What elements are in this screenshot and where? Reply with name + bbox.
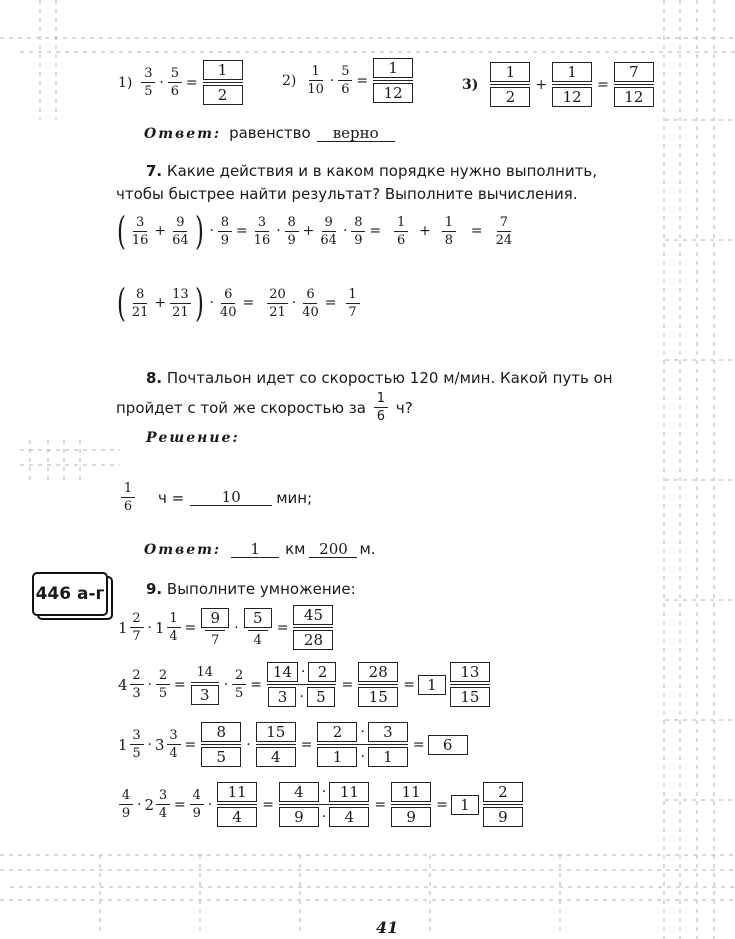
answer-label: Ответ: xyxy=(144,126,222,142)
task-7-text: 7. Какие действия и в каком порядке нужно выполнить, xyxy=(146,162,598,180)
task-8-text: 8. Почтальон идет со скоростью 120 м/мин. Какой путь он xyxy=(146,369,613,387)
task-9-row-4: 4 9 · 2 3 4 = $\frac{4}{9}$ · $\frac{11}{4}$ = 4 · 11 9 · 4 = $\frac{11}{9}$ = 1 2 9 xyxy=(118,782,525,827)
answer-box: 2 xyxy=(203,85,243,105)
answer-value: 200 xyxy=(309,541,357,558)
task-7-text-2: чтобы быстрее найти результат? Выполните вычисления. xyxy=(116,185,578,203)
exercise-label: 3) xyxy=(462,76,479,93)
task-9-row-3: 1 3 5 · 3 3 4 = $\frac{8}{5}$ · $\frac{15}{4}$ = 2 · 3 1 · 1 = 6 xyxy=(118,722,468,767)
answer-box: 7 xyxy=(614,62,654,82)
answer-value: 1 xyxy=(231,541,279,558)
exercise-label: 2) xyxy=(282,72,297,89)
answer-box: 12 xyxy=(373,83,413,103)
answer-box: 12 xyxy=(552,87,592,107)
answer-label: Ответ: xyxy=(144,542,222,558)
answer-value: 10 xyxy=(190,489,272,506)
task-9-row-1: 1 2 7 · 1 1 4 = $\frac{9}{7}$ · $\frac{5}{4}$ = $\frac{45}{28}$ xyxy=(118,605,335,650)
answer-text: равенство xyxy=(229,124,311,142)
exercise-3: 3) 1 2 + $\frac{1}{12}$ = $\frac{7}{12}$ xyxy=(462,62,656,107)
exercise-label: 1) xyxy=(118,74,133,91)
exercise-1: 1) 3 5 · $\frac{5}{6}$ = $\frac{1}{2}$ xyxy=(118,60,245,105)
answer-box: 1 xyxy=(552,62,592,82)
answer-value: верно xyxy=(317,125,395,142)
page-number: 41 xyxy=(376,918,399,937)
answer-equality xyxy=(144,122,395,144)
answer-box: 1 xyxy=(373,58,413,78)
answer-box: 12 xyxy=(614,87,654,107)
task-7-equation-1: ( 3 16 + $\frac{9}{64}$ ) · $\frac{8}{9}$ = $\frac{3}{16}$ · 8 9 + $\frac{9}{64}$ · $\frac{8}{9}$ = $\frac{1}{6}$ + $\frac{1}{8}$ = $\frac{7}{24}$ xyxy=(116,209,513,253)
task-8-calculation: 1 6 ч = 10 мин; xyxy=(120,482,312,513)
exercise-2: 2) 1 10 · $\frac{5}{6}$ = $\frac{1}{12}$ xyxy=(282,58,415,103)
task-8-answer: Ответ: 1 км 200 м. xyxy=(144,540,376,558)
textbook-reference-badge: 446 а-г xyxy=(32,572,110,616)
task-9-row-2: 4 2 3 · $\frac{2}{5}$ = $\frac{14}{3}$ · $\frac{2}{5}$ = 14 · 2 3 · 5 = $\frac{28}{15}$ = 1 13 15 xyxy=(118,662,492,707)
answer-box: 1 xyxy=(203,60,243,80)
task-7-equation-2: ( 8 21 + $\frac{13}{21}$ ) · $\frac{6}{40}$ = $\frac{20}{21}$ · $\frac{6}{40}$ = $\frac{1}{7}$ xyxy=(114,284,361,322)
answer-box: 2 xyxy=(490,87,530,107)
answer-box: 1 xyxy=(490,62,530,82)
task-8-text-2: пройдет с той же скоростью за 1 6 ч? xyxy=(116,391,413,424)
solution-label: Решение: xyxy=(146,430,240,446)
task-9-text: 9. Выполните умножение: xyxy=(146,580,356,598)
